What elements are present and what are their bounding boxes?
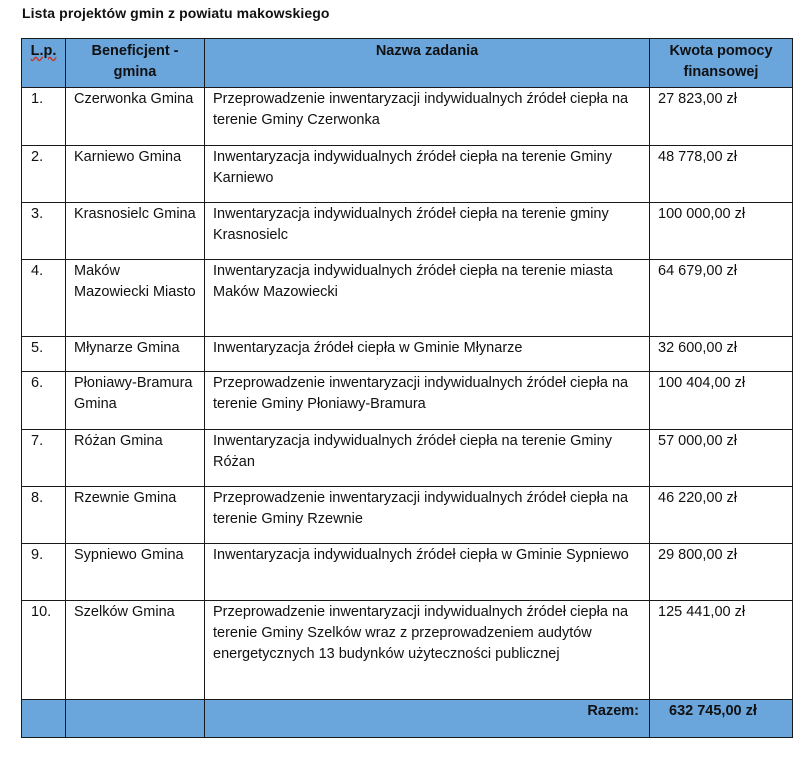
cell-amount: 125 441,00 zł bbox=[650, 601, 793, 700]
table-row bbox=[22, 544, 793, 601]
cell-task: Inwentaryzacja indywidualnych źródeł ciepła w Gminie Sypniewo bbox=[205, 544, 650, 601]
table-row bbox=[22, 337, 793, 372]
total-empty-cell bbox=[22, 700, 66, 738]
cell-lp: 6. bbox=[22, 372, 66, 430]
cell-lp: 2. bbox=[22, 146, 66, 203]
header-lp: L.p. bbox=[22, 39, 66, 88]
total-label: Razem: bbox=[205, 700, 650, 738]
cell-task: Przeprowadzenie inwentaryzacji indywidualnych źródeł ciepła na terenie Gminy Czerwonka bbox=[205, 88, 650, 146]
cell-beneficiary: Sypniewo Gmina bbox=[66, 544, 205, 601]
cell-lp: 5. bbox=[22, 337, 66, 372]
cell-beneficiary: Maków Mazowiecki Miasto bbox=[66, 260, 205, 337]
cell-amount: 46 220,00 zł bbox=[650, 487, 793, 544]
cell-beneficiary: Różan Gmina bbox=[66, 430, 205, 487]
cell-lp: 1. bbox=[22, 88, 66, 146]
header-amount: Kwota pomocy finansowej bbox=[650, 39, 793, 88]
cell-amount: 48 778,00 zł bbox=[650, 146, 793, 203]
total-empty-cell bbox=[66, 700, 205, 738]
cell-lp: 4. bbox=[22, 260, 66, 337]
table-header-row bbox=[22, 39, 793, 88]
cell-task: Przeprowadzenie inwentaryzacji indywidualnych źródeł ciepła na terenie Gminy Szelków wraz z przeprowadzeniem audytów energetycznych 13 budynków użyteczności publicznej bbox=[205, 601, 650, 700]
cell-lp: 3. bbox=[22, 203, 66, 260]
cell-beneficiary: Krasnosielc Gmina bbox=[66, 203, 205, 260]
table-row bbox=[22, 601, 793, 700]
cell-amount: 57 000,00 zł bbox=[650, 430, 793, 487]
table-row bbox=[22, 203, 793, 260]
table-row bbox=[22, 372, 793, 430]
projects-table bbox=[21, 38, 793, 738]
cell-amount: 29 800,00 zł bbox=[650, 544, 793, 601]
header-beneficiary: Beneficjent - gmina bbox=[66, 39, 205, 88]
cell-amount: 100 000,00 zł bbox=[650, 203, 793, 260]
cell-beneficiary: Rzewnie Gmina bbox=[66, 487, 205, 544]
table-total-row bbox=[22, 700, 793, 738]
cell-beneficiary: Czerwonka Gmina bbox=[66, 88, 205, 146]
table-row bbox=[22, 88, 793, 146]
cell-amount: 27 823,00 zł bbox=[650, 88, 793, 146]
cell-task: Przeprowadzenie inwentaryzacji indywidualnych źródeł ciepła na terenie Gminy Rzewnie bbox=[205, 487, 650, 544]
cell-task: Inwentaryzacja indywidualnych źródeł ciepła na terenie Gminy Różan bbox=[205, 430, 650, 487]
cell-lp: 9. bbox=[22, 544, 66, 601]
cell-lp: 8. bbox=[22, 487, 66, 544]
document-title: Lista projektów gmin z powiatu makowskiego bbox=[22, 5, 330, 21]
cell-beneficiary: Karniewo Gmina bbox=[66, 146, 205, 203]
cell-beneficiary: Płoniawy-Bramura Gmina bbox=[66, 372, 205, 430]
table-row bbox=[22, 260, 793, 337]
cell-task: Inwentaryzacja indywidualnych źródeł ciepła na terenie gminy Krasnosielc bbox=[205, 203, 650, 260]
total-value: 632 745,00 zł bbox=[650, 700, 793, 738]
cell-task: Inwentaryzacja źródeł ciepła w Gminie Młynarze bbox=[205, 337, 650, 372]
table-row bbox=[22, 487, 793, 544]
table-row bbox=[22, 146, 793, 203]
cell-amount: 32 600,00 zł bbox=[650, 337, 793, 372]
table-row bbox=[22, 430, 793, 487]
header-task: Nazwa zadania bbox=[205, 39, 650, 88]
cell-amount: 64 679,00 zł bbox=[650, 260, 793, 337]
cell-amount: 100 404,00 zł bbox=[650, 372, 793, 430]
cell-lp: 10. bbox=[22, 601, 66, 700]
cell-task: Inwentaryzacja indywidualnych źródeł ciepła na terenie Gminy Karniewo bbox=[205, 146, 650, 203]
cell-lp: 7. bbox=[22, 430, 66, 487]
cell-task: Przeprowadzenie inwentaryzacji indywidualnych źródeł ciepła na terenie Gminy Płoniawy-Bramura bbox=[205, 372, 650, 430]
cell-beneficiary: Szelków Gmina bbox=[66, 601, 205, 700]
cell-task: Inwentaryzacja indywidualnych źródeł ciepła na terenie miasta Maków Mazowiecki bbox=[205, 260, 650, 337]
cell-beneficiary: Młynarze Gmina bbox=[66, 337, 205, 372]
